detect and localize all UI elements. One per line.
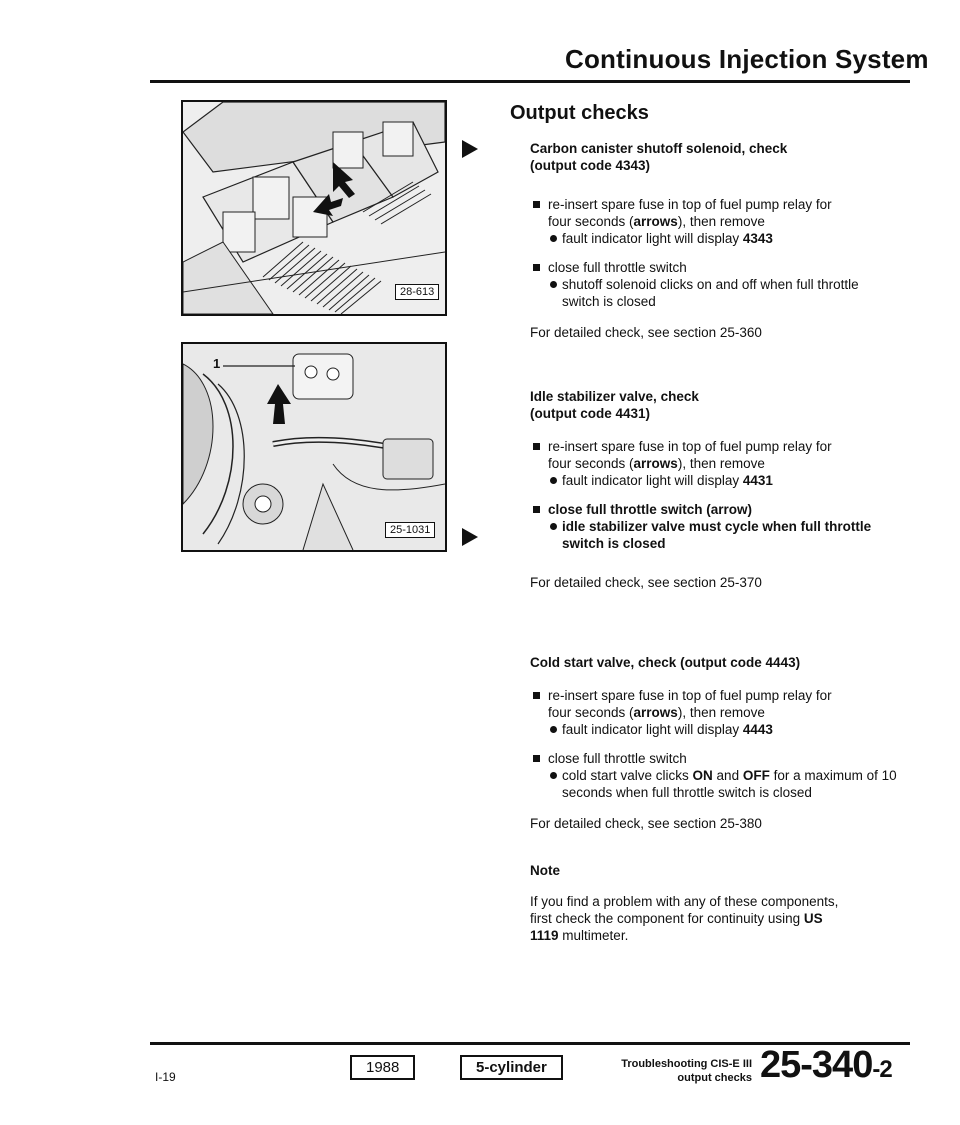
cold-start-section <box>530 654 897 832</box>
note-heading: Note <box>530 863 560 878</box>
figure-fuse-relay-panel <box>181 100 447 316</box>
figure-label: 28-613 <box>395 284 439 300</box>
footer-engine-badge: 5-cylinder <box>460 1055 563 1080</box>
list-subitem: idle stabilizer valve must cycle when full throttle switch is closed <box>548 518 878 552</box>
callout-number: 1 <box>213 356 221 371</box>
carbon-canister-heading: Carbon canister shutoff solenoid, check (output code 4343) <box>530 141 788 173</box>
footer-year-badge: 1988 <box>350 1055 415 1080</box>
footer-description: Troubleshooting CIS-E III output checks <box>621 1058 752 1084</box>
section-title: Output checks <box>510 102 649 124</box>
fuse-relay-panel-illustration <box>183 102 445 314</box>
idle-stabilizer-section <box>530 388 890 591</box>
detail-reference: For detailed check, see section 25-360 <box>530 325 762 340</box>
figure-throttle-switch <box>181 342 447 552</box>
idle-stabilizer-heading: Idle stabilizer valve, check (output code 4431) <box>530 389 699 421</box>
list-item: close full throttle switch cold start valve clicks ON and OFF for a maximum of 10 seconds when full throttle switch is closed <box>530 750 898 801</box>
list-item: re-insert spare fuse in top of fuel pump relay for four seconds (arrows), then remove fault indicator light will display 4431 <box>530 438 848 489</box>
cold-start-heading: Cold start valve, check (output code 4443) <box>530 655 801 670</box>
footer-page-number: I-19 <box>155 1070 176 1084</box>
list-item: re-insert spare fuse in top of fuel pump relay for four seconds (arrows), then remove fault indicator light will display 4443 <box>530 687 848 738</box>
figure-label: 25-1031 <box>385 522 435 538</box>
list-item: close full throttle switch shutoff solenoid clicks on and off when full throttle switch is closed <box>530 259 878 310</box>
list-subitem: fault indicator light will display 4431 <box>548 472 848 489</box>
list-item: close full throttle switch (arrow) idle stabilizer valve must cycle when full throttle switch is closed <box>530 501 878 552</box>
list-subitem: shutoff solenoid clicks on and off when full throttle switch is closed <box>548 276 878 310</box>
detail-reference: For detailed check, see section 25-380 <box>530 816 762 831</box>
carbon-canister-section <box>530 140 890 341</box>
list-subitem: fault indicator light will display 4343 <box>548 230 848 247</box>
page-header-title: Continuous Injection System <box>565 44 929 74</box>
list-subitem: cold start valve clicks ON and OFF for a maximum of 10 seconds when full throttle switch is closed <box>548 767 898 801</box>
detail-reference: For detailed check, see section 25-370 <box>530 575 762 590</box>
footer-section-number: 25-340-2 <box>760 1044 892 1086</box>
pointer-arrow-icon <box>462 528 478 546</box>
list-subitem: fault indicator light will display 4443 <box>548 721 848 738</box>
throttle-switch-illustration <box>183 344 445 550</box>
note-text: If you find a problem with any of these components, first check the component for continuity using US 1119 multimeter. <box>530 894 839 943</box>
list-item: re-insert spare fuse in top of fuel pump relay for four seconds (arrows), then remove fault indicator light will display 4343 <box>530 196 848 247</box>
header-rule <box>150 80 910 83</box>
pointer-arrow-icon <box>462 140 478 158</box>
note-section <box>530 862 850 944</box>
